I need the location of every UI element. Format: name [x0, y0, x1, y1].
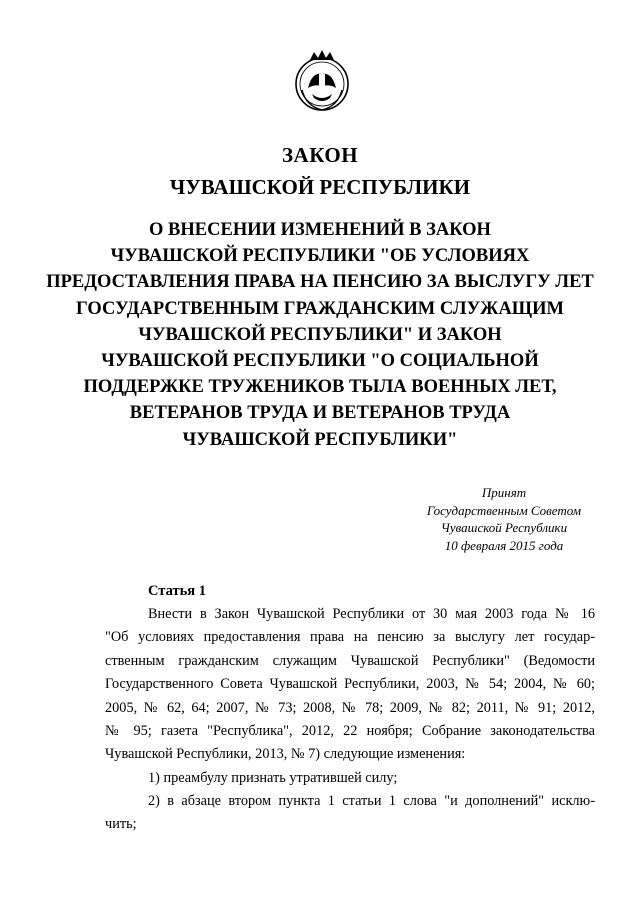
item-line: чить; — [105, 816, 137, 833]
issuer-title: ЧУВАШСКОЙ РЕСПУБЛИКИ — [169, 175, 471, 199]
adoption-line: Чувашской Республики — [440, 520, 568, 535]
document-type-title: ЗАКОН — [281, 143, 359, 167]
paragraph-line: Внести в Закон Чувашской Республики от 30 мая 2003 года № 16 — [148, 606, 595, 622]
subject-line: О ВНЕСЕНИИ ИЗМЕНЕНИЙ В ЗАКОН — [149, 220, 491, 240]
adoption-date: 10 февраля 2015 года — [444, 537, 564, 553]
subject-line: ВЕТЕРАНОВ ТРУДА И ВЕТЕРАНОВ ТРУДА — [129, 403, 511, 424]
paragraph-line: ственным гражданским служащим Чувашской Республики" (Ведомости — [105, 652, 595, 669]
paragraph-line: "Об условиях предоставления права на пенсию за выслугу лет государ- — [105, 629, 595, 646]
article-item — [105, 790, 595, 837]
article-item — [105, 767, 595, 790]
subject-line: ПОДДЕРЖКЕ ТРУЖЕНИКОВ ТЫЛА ВОЕННЫХ ЛЕТ, — [83, 377, 557, 398]
adoption-note — [404, 484, 604, 554]
adoption-line: Государственным Советом — [426, 502, 582, 518]
emblem-chuvash-republic-icon — [290, 44, 354, 120]
subject-line: ЧУВАШСКОЙ РЕСПУБЛИКИ" — [182, 429, 458, 450]
article-paragraph — [105, 603, 595, 767]
subject-line: ЧУВАШСКОЙ РЕСПУБЛИКИ "ОБ УСЛОВИЯХ — [110, 246, 530, 267]
item-line: 2) в абзаце втором пункта 1 статьи 1 слова "и дополнений" исклю- — [148, 793, 595, 809]
item-line: 1) преамбулу признать утратившей силу; — [148, 770, 398, 786]
subject-line: ПРЕДОСТАВЛЕНИЯ ПРАВА НА ПЕНСИЮ ЗА ВЫСЛУГУ ЛЕТ — [46, 272, 594, 293]
law-subject-title — [0, 217, 640, 453]
subject-line: ГОСУДАРСТВЕННЫМ ГРАЖДАНСКИМ СЛУЖАЩИМ — [76, 298, 564, 319]
article-heading: Статья 1 — [148, 583, 206, 599]
paragraph-line: Государственного Совета Чувашской Республики, 2003, № 54; 2004, № 60; — [105, 676, 595, 693]
subject-line: ЧУВАШСКОЙ РЕСПУБЛИКИ" И ЗАКОН — [138, 324, 502, 345]
subject-line: ЧУВАШСКОЙ РЕСПУБЛИКИ "О СОЦИАЛЬНОЙ — [101, 351, 539, 372]
paragraph-line: № 95; газета "Республика", 2012, 22 ноября; Собрание законодательства — [105, 723, 595, 740]
paragraph-line: Чувашской Республики, 2013, № 7) следующие изменения: — [105, 746, 466, 763]
paragraph-line: 2005, № 62, 64; 2007, № 73; 2008, № 78; 2009, № 82; 2011, № 91; 2012, — [105, 699, 595, 716]
adoption-line: Принят — [481, 485, 527, 500]
